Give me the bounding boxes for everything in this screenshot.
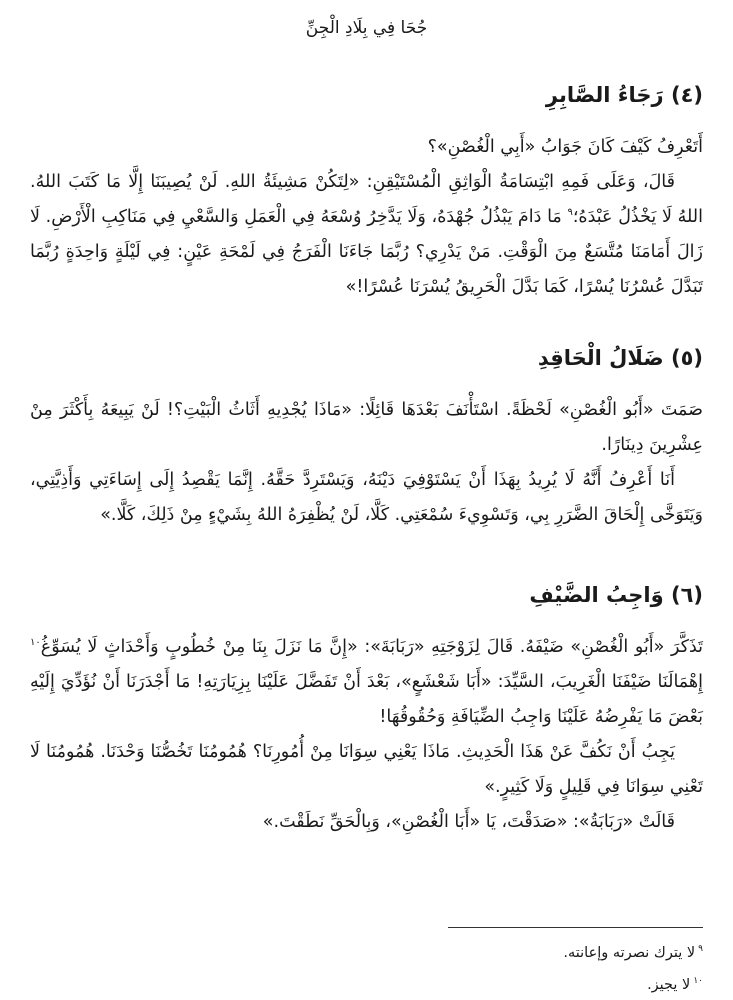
- footnote-text: لا يترك نصرته وإعانته.: [563, 944, 696, 961]
- footnote-text: لا يجيز.: [647, 976, 691, 993]
- paragraph: [30, 165, 703, 305]
- section-rajaa-al-sabir: [30, 80, 703, 305]
- section-dalal-al-haqid: [30, 343, 703, 533]
- footnote: [30, 967, 703, 999]
- footnote: [30, 935, 703, 967]
- footnote-ref[interactable]: ١٠: [30, 637, 41, 649]
- section-wajib-al-dayf: [30, 580, 703, 840]
- running-header: جُحَا فِي بِلَادِ الْجِنِّ: [305, 18, 428, 38]
- paragraph: أَتَعْرِفُ كَيْفَ كَانَ جَوَابُ «أَبِي الْغُصْنِ»؟: [427, 137, 703, 157]
- paragraph: صَمَتَ «أَبُو الْغُصْنِ» لَحْظَةً. اسْتَأْنَفَ بَعْدَهَا قَائِلًا: «مَاذَا يُجْدِيهِ أَثَاثُ الْبَيْتِ؟! لَنْ يَبِيعَهُ بِأَكْثَرَ مِنْ عِشْرِينَ دِينَارًا.: [30, 400, 703, 455]
- paragraph: أَنَا أَعْرِفُ أَنَّهُ لَا يُرِيدُ بِهَذَا أَنْ يَسْتَوْفِيَ دَيْنَهُ، وَيَسْتَرِدَّ حَقَّهُ. إِنَّمَا يَقْصِدُ إِلَى إِسَاءَتِي وَأَذِيَّتِي، وَيَتَوَخَّى إِلْحَاقَ الضَّرَرِ بِي، وَتَسْوِيءَ سُمْعَتِي. كَلَّا، لَنْ يُظْفِرَهُ اللهُ بِشَيْءٍ مِنْ ذَلِكَ، كَلَّا.»: [30, 470, 703, 525]
- paragraph-text: مَا دَامَ يَبْذُلُ جُهْدَهُ، وَلَا يَدَّخِرُ وُسْعَهُ فِي الْعَمَلِ وَالسَّعْيِ فِي مَنَاكِبِ الْأَرْضِ. لَا زَالَ أَمَامَنَا مُتَّسَعٌ مِنَ الْوَقْتِ. مَنْ يَدْرِي؟ رُبَّمَا جَاءَنَا الْفَرَجُ فِي لَمْحَةِ عَيْنٍ: فِي لَيْلَةٍ وَاحِدَةٍ رُبَّمَا تَبَدَّلَ عُسْرُنَا يُسْرًا، كَمَا بَدَّلَ الْحَرِيقُ يُسْرَنَا عُسْرًا!»: [30, 207, 703, 297]
- footnote-number: ٩: [698, 944, 703, 954]
- paragraph-text: إِهْمَالَنَا ضَيْفَنَا الْغَرِيبَ، السَّيِّدَ: «أَبَا شَعْشَعٍ»، بَعْدَ أَنْ تَفَضَّلَ عَلَيْنَا بِزِيَارَتِهِ! مَا أَجْدَرَنَا أَنْ نُؤَدِّيَ إِلَيْهِ بَعْضَ مَا يَفْرِضُهُ عَلَيْنَا وَاجِبُ الضِّيَافَةِ وَحُقُوقُهَا!: [30, 672, 703, 727]
- section-title: (٤) رَجَاءُ الصَّابِرِ: [545, 83, 703, 107]
- footnote-ref[interactable]: ٩: [567, 207, 573, 219]
- section-title: (٥) ضَلَالُ الْحَاقِدِ: [537, 346, 703, 370]
- section-title: (٦) وَاجِبُ الضَّيْفِ: [529, 583, 703, 607]
- footnote-number: ١٠: [693, 975, 703, 986]
- footnotes: [30, 935, 703, 999]
- paragraph-text: تَذَكَّرَ «أَبُو الْغُصْنِ» ضَيْفَهُ. قَالَ لِزَوْجَتِهِ «رَبَابَةَ»: «إِنَّ مَا نَزَلَ بِنَا مِنْ خُطُوبٍ وَأَحْدَاثٍ لَا يُسَوِّغُ: [40, 637, 703, 657]
- paragraph-text: قَالَ، وَعَلَى فَمِهِ ابْتِسَامَةُ الْوَاثِقِ الْمُسْتَيْقِنِ: «لِتَكُنْ مَشِيئَةُ اللهِ. لَنْ يُصِيبَنَا إِلَّا مَا كَتَبَ اللهُ. اللهُ لَا يَخْذُلُ عَبْدَهُ؛: [30, 172, 704, 227]
- paragraph: يَجِبُ أَنْ نَكُفَّ عَنْ هَذَا الْحَدِيثِ. مَاذَا يَعْنِي سِوَانَا مِنْ أُمُورِنَا؟ هُمُومُنَا تَخُصُّنَا وَحْدَنَا. هُمُومُنَا لَا تَعْنِي سِوَانَا فِي قَلِيلٍ وَلَا كَثِيرٍ.»: [30, 742, 703, 797]
- paragraph: [30, 630, 703, 735]
- paragraph: قَالَتْ «رَبَابَةُ»: «صَدَقْتَ، يَا «أَبَا الْغُصْنِ»، وَبِالْحَقِّ نَطَقْتَ.»: [262, 812, 675, 832]
- footnote-divider: [448, 927, 703, 928]
